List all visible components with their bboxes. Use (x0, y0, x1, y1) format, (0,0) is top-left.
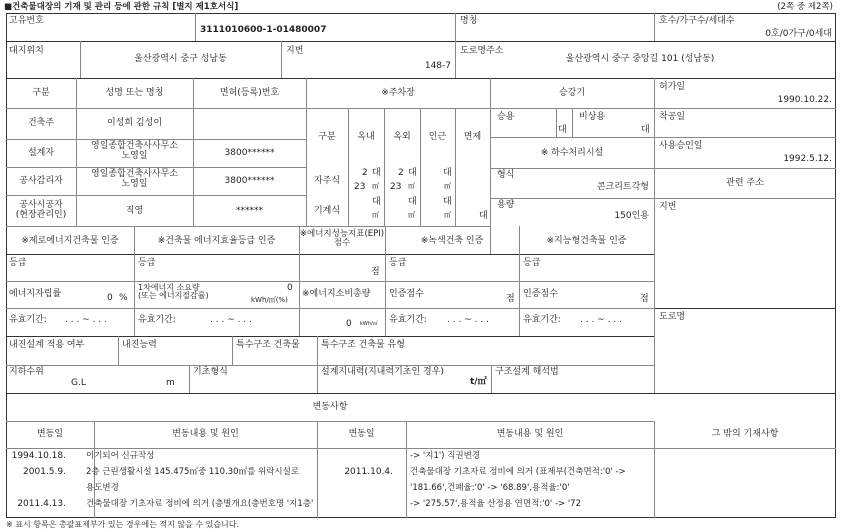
related-road-label: 도로명 (659, 312, 686, 322)
groundwater-unit: m (166, 378, 175, 388)
smart-cert-score-unit: 점 (640, 294, 649, 304)
smart-validity-value: . . . ~ . . . (580, 315, 622, 325)
change-content-header-right: 변동내용 및 원인 (496, 429, 564, 439)
change-text: 건축물대장 기초자료 정비에 의거 (표제부(건축면적:'0' -> (410, 467, 626, 477)
change-text: 이기되어 신규작성 (86, 451, 155, 461)
parking-exempt-header: 면제 (463, 132, 482, 142)
site-location-value: 울산광역시 중구 성남동 (134, 54, 227, 64)
sewage-title: ※ 하수처리시설 (540, 148, 604, 158)
self-outdoor-count: 2 (398, 168, 404, 178)
people-name-header: 성명 또는 명칭 (105, 88, 164, 98)
zero-energy-validity-label: 유효기간: (9, 315, 47, 325)
people-category-header: 구분 (32, 88, 50, 98)
lot-number-label: 지번 (286, 46, 304, 56)
zero-energy-grade-label: 등급 (9, 258, 27, 268)
change-text: '181.66',건폐율:'0' -> '68.89',용적율:'0' (410, 483, 570, 493)
seismic-capacity-label: 내진능력 (122, 340, 157, 350)
mech-indoor-area-unit: ㎡ (372, 211, 379, 219)
green-building-cert-header: ※녹색건축 인증 (420, 236, 484, 246)
self-indoor-area-unit: ㎡ (372, 182, 379, 190)
related-address-title: 관련 주소 (726, 178, 764, 188)
change-text: 건축물대장 기초자료 정비에 의거 (층별개요(층번호명 '지1층' (86, 499, 314, 509)
units-label: 호수/가구수/세대수 (659, 16, 735, 26)
contractor-license: ****** (236, 206, 263, 216)
mech-outdoor-unit: 대 (408, 197, 417, 207)
foundation-type-label: 기초형식 (193, 367, 228, 377)
contractor-label: 공사시공자 (현장관리인) (15, 200, 67, 220)
related-lot-label: 지번 (659, 202, 677, 212)
change-text: -> '지1') 직권변경 (410, 451, 481, 461)
parking-title: ※주차장 (381, 88, 415, 98)
change-text: 용도변경 (86, 483, 119, 493)
change-date: 2011.10.4. (344, 467, 393, 477)
passenger-elevator-unit: 대 (558, 125, 567, 135)
special-structure-label: 특수구조 건축물 (236, 340, 300, 350)
sewage-capacity-value: 150인용 (614, 211, 649, 221)
green-cert-score-unit: 점 (506, 294, 515, 304)
efficiency-validity-label: 유효기간: (138, 315, 176, 325)
self-indoor-unit: 대 (372, 168, 381, 178)
self-sufficiency-unit: % (119, 293, 128, 303)
mech-outdoor-area-unit: ㎡ (408, 211, 415, 219)
self-indoor-area: 23 (354, 182, 366, 192)
parking-outdoor-header: 옥외 (393, 132, 411, 142)
other-notes-header: 그 밖의 기재사항 (711, 429, 779, 439)
unique-number-value: 3111010600-1-01480007 (200, 25, 327, 35)
mech-nearby-area-unit: ㎡ (444, 211, 451, 219)
primary-energy-value: 0 (287, 283, 293, 293)
parking-category-header: 구분 (318, 132, 336, 142)
self-nearby-area-unit: ㎡ (444, 182, 451, 190)
green-grade-label: 등급 (389, 258, 407, 268)
change-date: 1994.10.18. (11, 451, 66, 461)
supervisor-license: 3800****** (224, 176, 275, 186)
primary-energy-label: 1차에너지 소요량 (또는 에너지절감률) (138, 283, 209, 301)
bearing-capacity-label: 설계지내력(지내력기초인 경우) (321, 367, 444, 377)
road-address-label: 도로명주소 (460, 46, 504, 56)
form-title: ■건축물대장의 기재 및 관리 등에 관한 규칙 [별지 제1호서식] (4, 2, 239, 12)
lot-number-value: 148-7 (424, 61, 451, 71)
epi-score-header: ※에너지성능지표(EPI) 점수 (299, 229, 385, 249)
mechanical-parking-label: 기계식 (313, 206, 341, 216)
groundwater-label: 지하수위 (9, 367, 44, 377)
mech-nearby-unit: 대 (443, 197, 452, 207)
green-cert-score-label: 인증점수 (389, 289, 424, 299)
smart-cert-score-label: 인증점수 (523, 289, 558, 299)
structural-analysis-label: 구조설계 해석법 (495, 367, 559, 377)
building-name-label: 명칭 (460, 16, 478, 26)
gl-label: G.L (71, 378, 86, 388)
change-date-header-right: 변동일 (348, 429, 375, 439)
zero-energy-cert-header: ※제로에너지건축물 인증 (21, 236, 119, 246)
page-indicator: (2쪽 중 제2쪽) (777, 2, 833, 12)
exempt-unit: 대 (479, 211, 488, 221)
contractor-name: 직영 (125, 206, 144, 216)
special-structure-type-label: 특수구조 건축물 유형 (321, 340, 405, 350)
supervisor-name: 영일종합건축사사무소 노영일 (91, 169, 178, 189)
epi-score-unit: 점 (371, 267, 380, 277)
efficiency-validity-value: . . . ~ . . . (210, 315, 252, 325)
owner-label: 건축주 (27, 118, 55, 128)
unique-number-label: 고유번호 (9, 16, 44, 26)
supervisor-label: 공사감리자 (19, 176, 63, 186)
energy-efficiency-cert-header: ※건축물 에너지효율등급 인증 (157, 236, 276, 246)
change-content-header-left: 변동내용 및 원인 (172, 429, 239, 439)
approval-date-value: 1992.5.12. (783, 154, 832, 164)
bearing-capacity-unit: t/㎡ (470, 377, 487, 387)
change-date-header-left: 변동일 (36, 429, 64, 439)
parking-indoor-header: 옥내 (357, 132, 375, 142)
self-outdoor-unit: 대 (408, 168, 417, 178)
epi-energy-value: 0 (346, 319, 352, 329)
zero-energy-validity-value: . . . ~ . . . (65, 315, 107, 325)
permit-date-label: 허가일 (659, 82, 686, 92)
change-date: 2001.5.9. (23, 467, 66, 477)
change-date: 2011.4.13. (17, 499, 66, 509)
self-outdoor-area-unit: ㎡ (408, 182, 415, 190)
designer-license: 3800****** (224, 148, 275, 158)
green-validity-label: 유효기간: (389, 315, 427, 325)
mech-indoor-unit: 대 (372, 197, 381, 207)
smart-grade-label: 등급 (523, 258, 541, 268)
self-sufficiency-value: 0 (107, 293, 113, 303)
changes-title: 변동사항 (312, 402, 348, 412)
start-date-label: 착공일 (659, 112, 686, 122)
efficiency-grade-label: 등급 (138, 258, 156, 268)
sewage-type-label: 형식 (497, 170, 515, 180)
smart-validity-label: 유효기간: (523, 315, 561, 325)
emergency-elevator-unit: 대 (641, 125, 650, 135)
self-nearby-unit: 대 (443, 168, 452, 178)
people-license-header: 면허(등록)번호 (219, 88, 280, 98)
energy-consumption-label: ※에너지소비총량 (302, 289, 371, 299)
self-indoor-count: 2 (362, 168, 368, 178)
approval-date-label: 사용승인일 (659, 141, 703, 151)
permit-date-value: 1990.10.22. (777, 95, 832, 105)
site-location-label: 대지위치 (9, 46, 44, 56)
emergency-elevator-label: 비상용 (579, 112, 606, 122)
seismic-applied-label: 내진설계 적용 여부 (9, 340, 85, 350)
primary-energy-unit: kWh/㎡(%) (251, 296, 288, 304)
road-address-value: 울산광역시 중구 중앙길 101 (성남동) (565, 54, 715, 64)
self-sufficiency-label: 에너지자립률 (9, 289, 62, 299)
self-outdoor-area: 23 (390, 182, 402, 192)
elevator-title: 승강기 (558, 88, 586, 98)
designer-name: 영일종합건축사사무소 노영일 (91, 141, 178, 161)
sewage-type-value: 콘크리트각형 (596, 182, 649, 192)
change-text: -> '275.57',용적율 산정용 연면적:'0' -> '72 (410, 499, 582, 509)
passenger-elevator-label: 승용 (497, 112, 515, 122)
footer-note: ※ 표시 항목은 총괄표제부가 있는 경우에는 적지 않을 수 있습니다. (6, 520, 240, 529)
green-validity-value: . . . ~ . . . (447, 315, 489, 325)
designer-label: 설계자 (27, 148, 55, 158)
sewage-capacity-label: 용량 (497, 200, 515, 210)
self-parking-label: 자주식 (313, 176, 341, 186)
smart-building-cert-header: ※지능형건축물 인증 (546, 236, 627, 246)
parking-nearby-header: 인근 (428, 132, 447, 142)
change-text: 2층 근린생활시설 145.475㎡중 110.30㎡를 위락시설로 (86, 467, 300, 477)
owner-name: 이성희 김성이 (106, 118, 163, 128)
units-value: 0호/0가구/0세대 (765, 29, 832, 39)
epi-energy-unit: kWh/㎡ (360, 321, 378, 327)
